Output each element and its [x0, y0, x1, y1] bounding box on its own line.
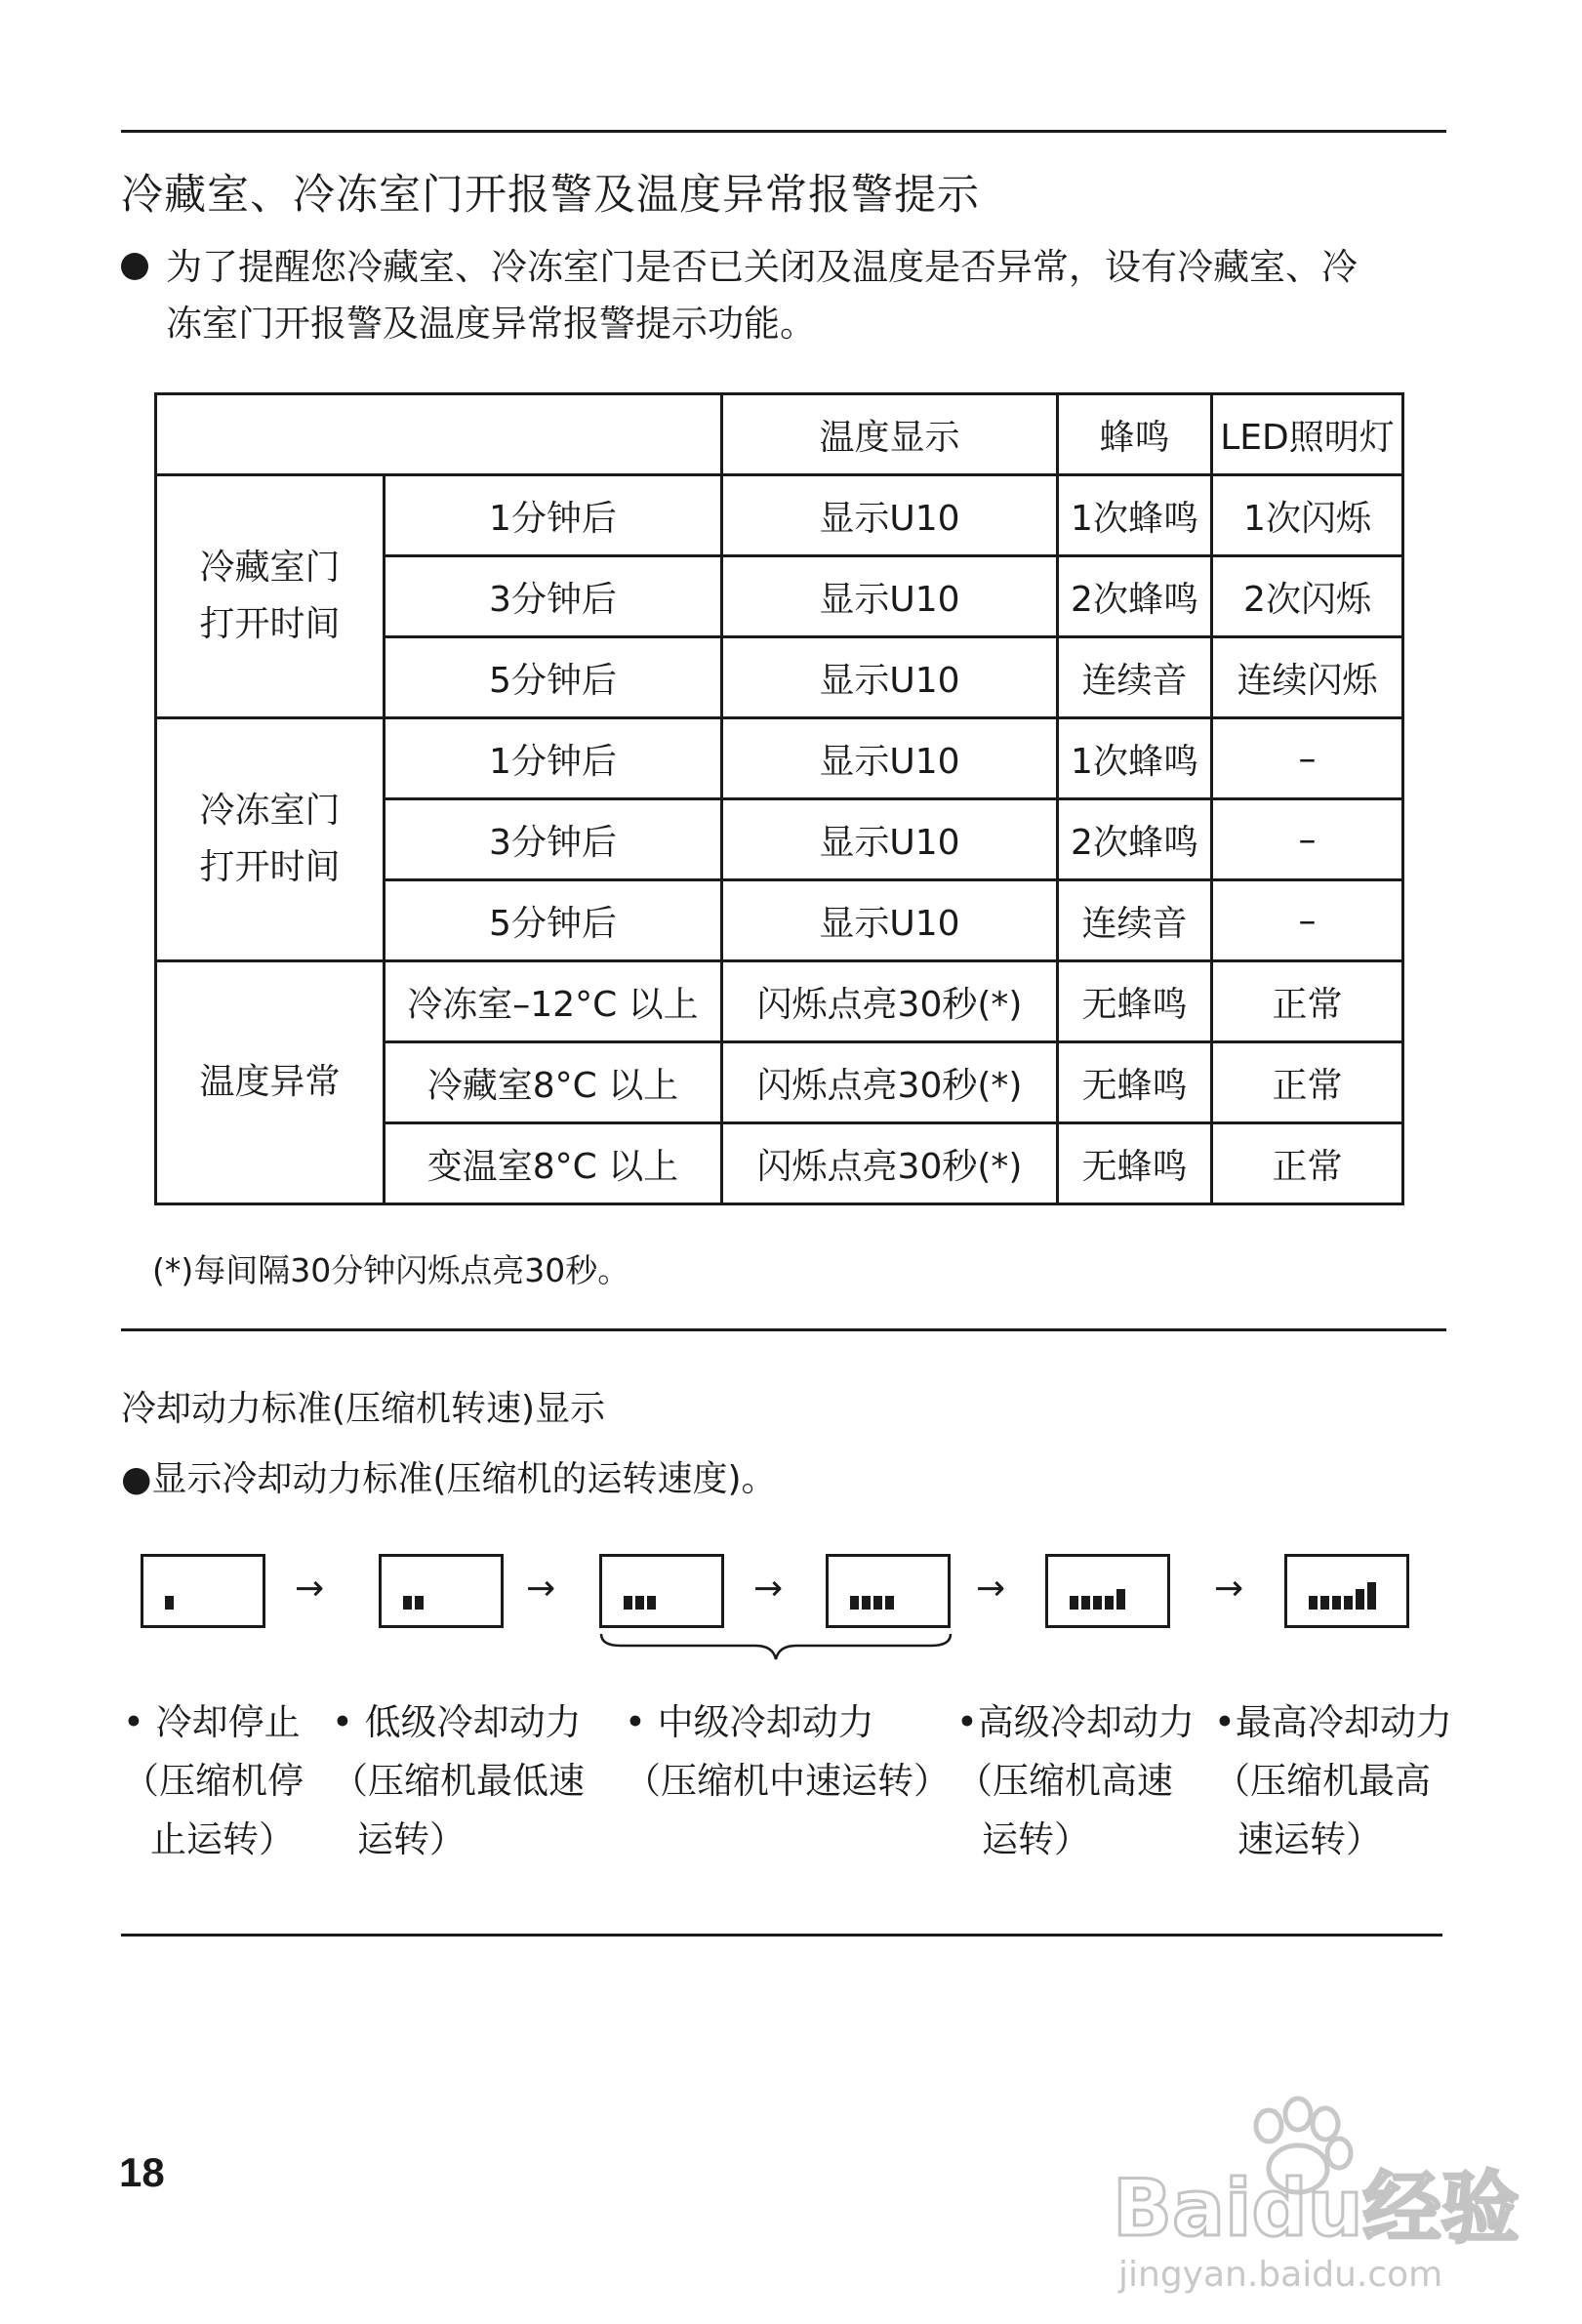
cell-condition: 冷冻室–12°C 以上 — [385, 961, 722, 1042]
cell-buzzer: 连续音 — [1058, 637, 1212, 718]
signal-bar — [647, 1596, 656, 1610]
cell-display: 显示U10 — [722, 637, 1058, 718]
cell-buzzer: 无蜂鸣 — [1058, 1042, 1212, 1123]
cell-time: 3分钟后 — [385, 799, 722, 880]
cell-display: 显示U10 — [722, 718, 1058, 799]
signal-bars-icon — [165, 1596, 174, 1610]
indicator-box-5 — [1045, 1554, 1170, 1628]
middle-level-brace — [599, 1632, 953, 1661]
signal-bars-icon — [403, 1596, 424, 1610]
arrow-icon: → — [976, 1569, 1006, 1609]
cell-buzzer: 无蜂鸣 — [1058, 961, 1212, 1042]
level-line: •高级冷却动力 — [956, 1701, 1195, 1743]
level-line: （压缩机最高 — [1214, 1760, 1431, 1802]
header-temp-display: 温度显示 — [722, 394, 1058, 475]
group-label-line2: 打开时间 — [199, 604, 341, 644]
level-line: 运转） — [357, 1818, 466, 1860]
level-line: （压缩机停 — [123, 1760, 304, 1802]
top-rule — [121, 130, 1446, 133]
bottom-rule — [121, 1934, 1442, 1937]
level-max — [1214, 1693, 1452, 1869]
signal-bar — [1332, 1596, 1341, 1610]
level-line: 速运转） — [1237, 1818, 1382, 1860]
level-mid — [625, 1693, 950, 1811]
cell-buzzer: 连续音 — [1058, 880, 1212, 961]
signal-bars-icon — [850, 1596, 894, 1610]
signal-bar — [635, 1596, 644, 1610]
signal-bar — [885, 1596, 894, 1610]
cell-buzzer: 2次蜂鸣 — [1058, 556, 1212, 637]
cell-condition: 冷藏室8°C 以上 — [385, 1042, 722, 1123]
cell-led: 正常 — [1212, 1042, 1403, 1123]
cell-display: 闪烁点亮30秒(*) — [722, 1042, 1058, 1123]
cell-time: 1分钟后 — [385, 718, 722, 799]
level-stop — [123, 1693, 304, 1869]
signal-bar — [873, 1596, 882, 1610]
cell-display: 显示U10 — [722, 556, 1058, 637]
cell-display: 显示U10 — [722, 880, 1058, 961]
table-row — [156, 961, 1403, 1042]
signal-bar — [1320, 1596, 1329, 1610]
section1-intro — [121, 239, 1458, 352]
level-line: （压缩机最低速 — [332, 1760, 585, 1802]
cell-led: 2次闪烁 — [1212, 556, 1403, 637]
indicator-box-2 — [379, 1554, 504, 1628]
level-line: • 低级冷却动力 — [332, 1701, 582, 1743]
section2-subtitle: ●显示冷却动力标准(压缩机的运转速度)。 — [121, 1459, 777, 1499]
signal-bars-icon — [1070, 1589, 1125, 1610]
level-line: •最高冷却动力 — [1214, 1701, 1452, 1743]
signal-bar — [1105, 1596, 1114, 1610]
level-line: 运转） — [982, 1818, 1090, 1860]
level-line: （压缩机高速 — [956, 1760, 1173, 1802]
table-row — [156, 718, 1403, 799]
cell-display: 显示U10 — [722, 799, 1058, 880]
table-header-row — [156, 394, 1403, 475]
intro-line-1: 为了提醒您冷藏室、冷冻室门是否已关闭及温度是否异常，设有冷藏室、冷 — [166, 246, 1358, 288]
arrow-icon: → — [1214, 1569, 1244, 1609]
header-buzzer: 蜂鸣 — [1058, 394, 1212, 475]
level-line: （压缩机中速运转） — [625, 1760, 950, 1802]
level-line: • 中级冷却动力 — [625, 1701, 874, 1743]
alarm-table — [154, 392, 1404, 1205]
signal-bar — [1070, 1596, 1078, 1610]
level-line: 止运转） — [150, 1818, 295, 1860]
cell-display: 显示U10 — [722, 475, 1058, 556]
level-line: • 冷却停止 — [123, 1701, 301, 1743]
cell-led: 正常 — [1212, 961, 1403, 1042]
baidu-jingyan-watermark — [1113, 2099, 1520, 2295]
cell-time: 5分钟后 — [385, 880, 722, 961]
header-blank — [156, 394, 722, 475]
intro-line-2: 冻室门开报警及温度异常报警提示功能。 — [166, 303, 816, 345]
arrow-icon: → — [295, 1569, 325, 1609]
indicator-box-4 — [826, 1554, 951, 1628]
group-label-line1: 冷藏室门 — [199, 548, 341, 588]
signal-bar — [165, 1596, 174, 1610]
group-label-line2: 打开时间 — [199, 847, 341, 887]
cell-led: – — [1212, 799, 1403, 880]
cell-condition: 变温室8°C 以上 — [385, 1123, 722, 1204]
signal-bar — [1356, 1589, 1364, 1610]
cell-time: 3分钟后 — [385, 556, 722, 637]
cell-display: 闪烁点亮30秒(*) — [722, 961, 1058, 1042]
cell-buzzer: 2次蜂鸣 — [1058, 799, 1212, 880]
signal-bar — [403, 1596, 412, 1610]
cell-buzzer: 1次蜂鸣 — [1058, 475, 1212, 556]
signal-bar — [1116, 1589, 1125, 1610]
table-row — [156, 475, 1403, 556]
cell-buzzer: 1次蜂鸣 — [1058, 718, 1212, 799]
signal-bar — [624, 1596, 632, 1610]
signal-bar — [1344, 1596, 1353, 1610]
cell-display: 闪烁点亮30秒(*) — [722, 1123, 1058, 1204]
signal-bar — [1081, 1596, 1090, 1610]
group-label-line1: 温度异常 — [199, 1062, 341, 1102]
arrow-icon: → — [526, 1569, 556, 1609]
cell-led: 正常 — [1212, 1123, 1403, 1204]
cell-led: 连续闪烁 — [1212, 637, 1403, 718]
section1-title: 冷藏室、冷冻室门开报警及温度异常报警提示 — [121, 171, 980, 220]
cell-buzzer: 无蜂鸣 — [1058, 1123, 1212, 1204]
signal-bars-icon — [1309, 1582, 1376, 1610]
indicator-box-6 — [1284, 1554, 1409, 1628]
signal-bar — [1309, 1596, 1318, 1610]
watermark-url: jingyan.baidu.com — [1118, 2255, 1443, 2295]
indicator-box-3 — [599, 1554, 724, 1628]
cell-led: 1次闪烁 — [1212, 475, 1403, 556]
group-label-fridge-door — [156, 475, 385, 718]
signal-bar — [415, 1596, 424, 1610]
indicator-box-1 — [141, 1554, 265, 1628]
page-number: 18 — [119, 2149, 165, 2195]
signal-bar — [1093, 1596, 1102, 1610]
cell-led: – — [1212, 718, 1403, 799]
bullet-icon — [121, 253, 148, 280]
level-high — [956, 1693, 1195, 1869]
middle-rule — [121, 1328, 1446, 1331]
signal-bar — [850, 1596, 859, 1610]
group-label-line1: 冷冻室门 — [199, 791, 341, 831]
cell-time: 5分钟后 — [385, 637, 722, 718]
level-low — [332, 1693, 585, 1869]
arrow-icon: → — [753, 1569, 784, 1609]
signal-bar — [1367, 1582, 1376, 1610]
cell-led: – — [1212, 880, 1403, 961]
group-label-freezer-door — [156, 718, 385, 961]
signal-bars-icon — [624, 1596, 656, 1610]
header-led: LED照明灯 — [1212, 394, 1403, 475]
group-label-temp-abnormal — [156, 961, 385, 1204]
cell-time: 1分钟后 — [385, 475, 722, 556]
signal-bar — [862, 1596, 871, 1610]
table-footnote: (*)每间隔30分钟闪烁点亮30秒。 — [152, 1251, 630, 1289]
section2-title: 冷却动力标准(压缩机转速)显示 — [121, 1389, 606, 1429]
watermark-brand: Baidu经验 — [1113, 2163, 1520, 2254]
